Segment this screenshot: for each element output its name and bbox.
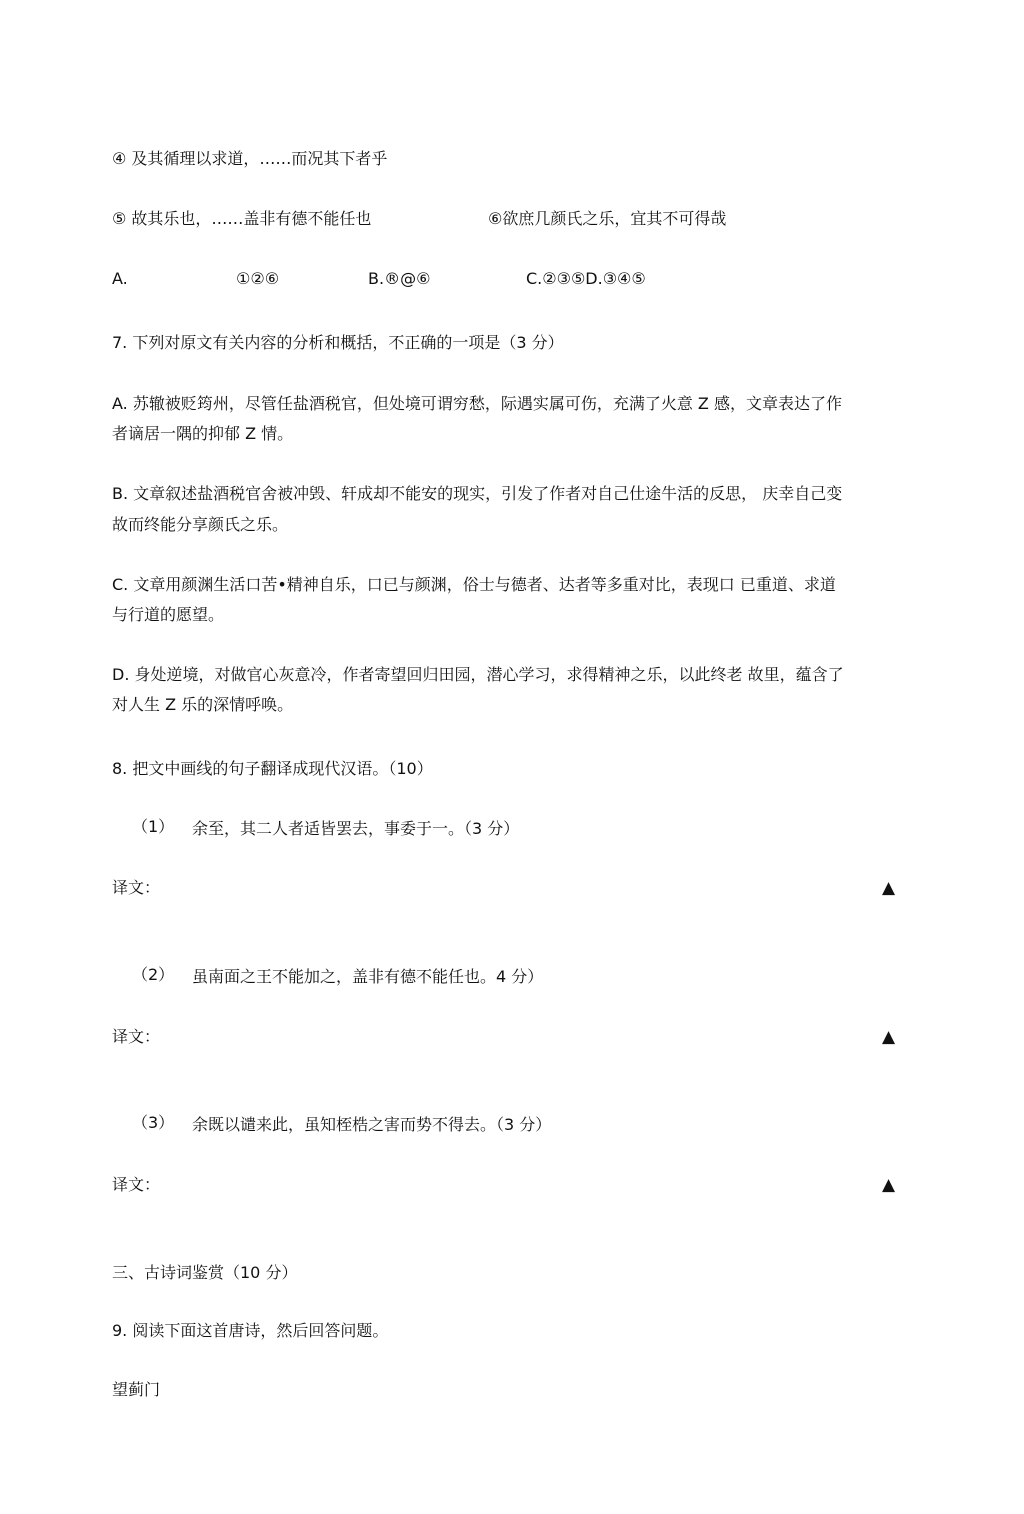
q8-item-1-number: （1） [132,817,175,836]
choice-b: B.®@⑥ [368,269,431,288]
question-8-stem: 8. 把文中画线的句子翻译成现代汉语。（10） [112,759,433,778]
q8-item-2-text: 虽南面之王不能加之，盖非有德不能任也。4 分） [192,967,544,986]
option-6: ⑥欲庶几颜氏之乐，宜其不可得哉 [488,209,727,228]
triangle-marker-icon: ▲ [882,1175,896,1195]
translation-label-1: 译文： [112,878,161,897]
q8-item-1-text: 余至，其二人者适皆罢去，事委于一。（3 分） [192,819,520,838]
choice-c-d: C.②③⑤D.③④⑤ [526,269,646,288]
q8-item-2-number: （2） [132,965,175,984]
q7-option-b-line2: 故而终能分享颜氏之乐。 [112,515,289,534]
translation-label-3: 译文： [112,1175,161,1194]
question-7-stem: 7. 下列对原文有关内容的分析和概括，不正确的一项是（3 分） [112,333,564,352]
triangle-marker-icon: ▲ [882,1027,896,1047]
option-4: ④ 及其循理以求道，……而况其下者乎 [112,149,388,168]
triangle-marker-icon: ▲ [882,878,896,898]
poem-title: 望蓟门 [112,1380,161,1399]
q7-option-c-line1: C. 文章用颜渊生活口苦•精神自乐，口已与颜渊，俗士与德者、达者等多重对比，表现口 已重道、求道 [112,575,836,594]
option-5: ⑤ 故其乐也，……盖非有德不能任也 [112,209,372,228]
question-9-stem: 9. 阅读下面这首唐诗，然后回答问题。 [112,1321,389,1340]
q7-option-d-line1: D. 身处逆境，对做官心灰意冷，作者寄望回归田园，潜心学习，求得精神之乐，以此终老 故里，蕴含了 [112,665,844,684]
q8-item-3-number: （3） [132,1113,175,1132]
q7-option-b-line1: B. 文章叙述盐酒税官舍被冲毁、轩成却不能安的现实，引发了作者对自己仕途牛活的反思， 庆幸自己变 [112,484,843,503]
q8-item-3-text: 余既以谴来此，虽知桎梏之害而势不得去。（3 分） [192,1115,552,1134]
choice-a-value: ①②⑥ [236,269,280,288]
translation-label-2: 译文： [112,1027,161,1046]
section-3-heading: 三、古诗词鉴赏（10 分） [112,1263,298,1282]
choice-a-label: A. [112,269,128,288]
q7-option-a-line2: 者谪居一隅的抑郁 Z 情。 [112,424,294,443]
q7-option-d-line2: 对人生 Z 乐的深情呼唤。 [112,695,294,714]
q7-option-a-line1: A. 苏辙被贬筠州，尽管任盐酒税官，但处境可谓穷愁，际遇实属可伤，充满了火意 Z 感，文章表达了作 [112,394,842,413]
q7-option-c-line2: 与行道的愿望。 [112,605,225,624]
